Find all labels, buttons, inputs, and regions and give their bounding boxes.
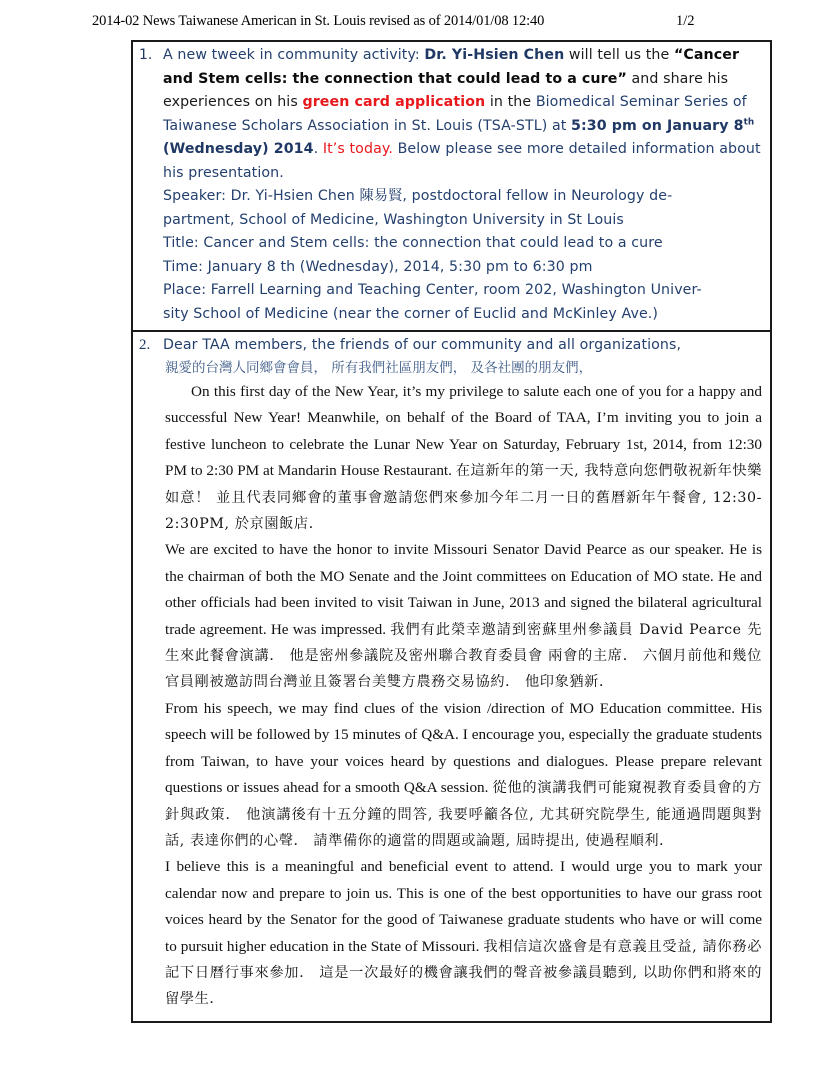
s1-series-name: Biomedical Seminar Series of Taiwanese Scholars Association in St. Louis (TSA-STL) at	[163, 94, 747, 134]
s1-ordinal-suffix: th	[743, 116, 755, 127]
document-running-header	[0, 13, 835, 33]
s1-talk-title: “Cancer and Stem cells: the connection that could lead to a cure”	[163, 47, 740, 87]
s1-detail-line-speaker-1: Speaker: Dr. Yi-Hsien Chen 陳易賢, postdoctoral fellow in Neurology de-	[163, 188, 673, 204]
section-taa-new-year-letter	[133, 330, 770, 1021]
s1-run-below: Below please see more detailed information about his presentation.	[163, 141, 761, 181]
section-seminar-announcement	[133, 42, 770, 330]
s2-p1-english: On this first day of the New Year, it’s my privilege to salute each one of you for a happy and successful New Year! Meanwhile, on behalf of the Board of TAA, I’m inviting you to join a festive luncheon to celebrate the Lunar New Year on Saturday, February 1st, 2014, from 12:30 PM to 2:30 PM at Mandarin House Restaurant.	[165, 383, 762, 480]
s1-detail-line-place-1: Place: Farrell Learning and Teaching Center, room 202, Washington Univer-	[163, 282, 702, 298]
section-2-number: 2.	[139, 337, 151, 353]
s1-event-time: 5:30 pm on January 8	[571, 117, 744, 134]
section-1-body	[163, 44, 764, 326]
s2-p2-english: We are excited to have the honor to invite Missouri Senator David Pearce as our speaker. He is the chairman of both the MO Senate and the Joint committees on Education of MO state. He and other officials had been invited to visit Taiwan in June, 2013 and signed the bilateral agricultural trade agreement. He was impressed.	[165, 541, 762, 638]
s1-detail-line-title: Title: Cancer and Stem cells: the connection that could lead to a cure	[163, 235, 663, 251]
s2-paragraph-1	[163, 379, 764, 537]
s2-paragraph-3	[163, 696, 764, 854]
s2-p3-english: From his speech, we may find clues of the vision /direction of MO Education committee. His speech will be followed by 15 minutes of Q&A. I encourage you, especially the graduate students from Taiwan, to have your voices heard by questions and dialogues. Please prepare relevant questions or issues ahead for a smooth Q&A session.	[165, 699, 762, 797]
s1-run-period: .	[313, 141, 323, 157]
s1-run-share: and share his experiences on his	[163, 70, 729, 110]
s2-p3-chinese: 從他的演講我們可能窺視教育委員會的方針與政策． 他演講後有十五分鐘的問答, 我要呼籲各位, 尤其研究院學生, 能通過問題與對話, 表達你們的心聲． 請準備你的適當的問題或論題, 屆時提出, 使過程順利．	[165, 780, 763, 849]
s2-salutation-chinese: 親愛的台灣人同鄉會會員， 所有我們社區朋友們， 及各社團的朋友們，	[165, 360, 593, 376]
s1-run-inthe: in the	[485, 94, 536, 110]
header-title: 2014-02 News Taiwanese American in St. Louis revised as of 2014/01/08 12:40	[92, 13, 545, 29]
page-number: 1/2	[676, 13, 695, 29]
s1-detail-line-time: Time: January 8 th (Wednesday), 2014, 5:30 pm to 6:30 pm	[163, 258, 593, 275]
s1-green-card-highlight: green card application	[302, 94, 486, 110]
s2-p2-chinese: 我們有此榮幸邀請到密蘇里州參議員 David Pearce 先生來此餐會演講． 他是密州參議院及密州聯合教育委員會 兩會的主席． 六個月前他和幾位官員剛被邀訪問台灣並且簽署台美雙方農務交易協約． 他印象猶新．	[165, 621, 762, 691]
s1-event-day: (Wednesday) 2014	[163, 141, 314, 157]
content-frame	[131, 40, 772, 1023]
s2-salutation-english: Dear TAA members, the friends of our community and all organizations,	[163, 337, 682, 353]
s2-p4-english: I believe this is a meaningful and beneficial event to attend. I would urge you to mark your calendar now and prepare to join us. This is one of the best opportunities to have our grass root voices heard by the Senator for the good of Taiwanese graduate students who have or will come to pursuit higher education in the State of Missouri.	[165, 858, 762, 955]
s1-detail-line-place-2: sity School of Medicine (near the corner of Euclid and McKinley Ave.)	[163, 305, 659, 322]
section-2-bottom-spacer	[163, 1013, 764, 1017]
s1-speaker-name: Dr. Yi-Hsien Chen	[424, 47, 565, 63]
s2-paragraph-4	[163, 854, 764, 1012]
s1-detail-line-speaker-2: partment, School of Medicine, Washington University in St Louis	[163, 211, 624, 228]
s1-its-today: It’s today.	[322, 141, 393, 157]
s2-p4-chinese: 我相信這次盛會是有意義且受益, 請你務必記下日曆行事來參加． 這是一次最好的機會讓我們的聲音被參議員聽到, 以助你們和將來的留學生．	[165, 938, 763, 1008]
section-1-number: 1.	[139, 47, 153, 63]
s2-paragraph-2	[163, 537, 764, 695]
s2-p1-chinese: 在這新年的第一天, 我特意向您們敬祝新年快樂如意！ 並且代表同鄉會的董事會邀請您們來參加今年二月一日的舊曆新年午餐會, 12:30-2:30PM, 於京園飯店．	[165, 463, 762, 533]
s1-run-intro: A new tweek in community activity:	[163, 47, 425, 63]
s1-run-willtell: will tell us the	[564, 47, 674, 63]
